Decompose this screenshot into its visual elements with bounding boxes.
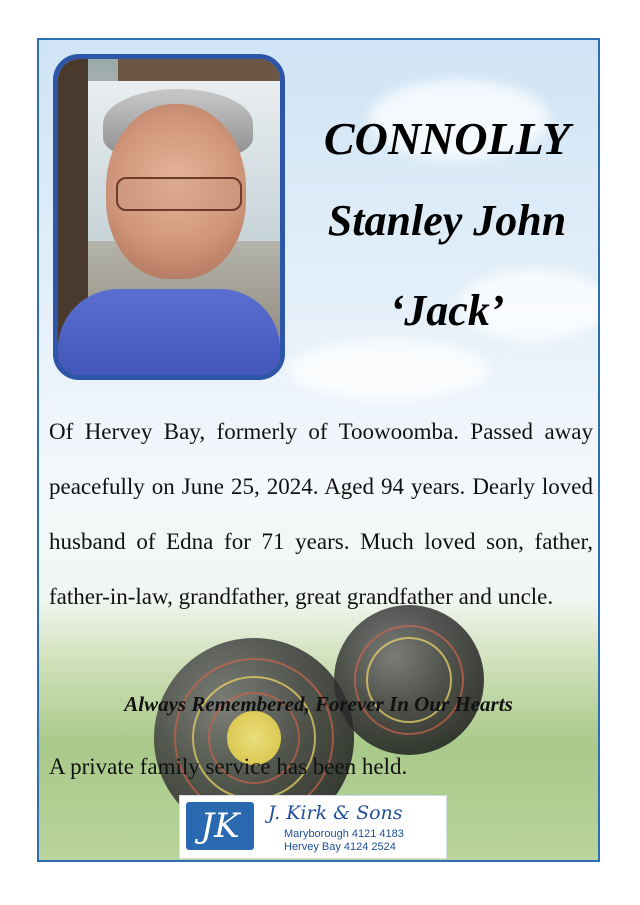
death-notice-card: [37, 38, 600, 862]
phone-maryborough: Maryborough 4121 4183: [284, 828, 404, 840]
given-names: Stanley John: [327, 196, 567, 245]
portrait-photo: [53, 54, 285, 380]
memorial-motto: Always Remembered, Forever In Our Hearts: [124, 692, 513, 716]
lawn-bowl-image: [334, 605, 484, 755]
blue-shirt: [58, 289, 280, 380]
surname: CONNOLLY: [323, 113, 571, 164]
kirk-monogram-icon: JK: [186, 802, 254, 850]
phone-hervey-bay: Hervey Bay 4124 2524: [284, 841, 396, 853]
funeral-director-name: J. Kirk & Sons: [268, 802, 403, 824]
glasses: [116, 177, 242, 211]
background-cloud: [289, 340, 489, 400]
funeral-director-logo: [179, 795, 447, 859]
service-note: A private family service has been held.: [49, 754, 408, 779]
notice-body: Of Hervey Bay, formerly of Toowoomba. Passed away peacefully on June 25, 2024. Aged 94 years. Dearly loved husband of Edna for 71 years. Much loved son, father, father-in-law, grandfather, great grandfather and uncle.: [49, 419, 593, 609]
nickname: ‘Jack’: [389, 286, 505, 335]
